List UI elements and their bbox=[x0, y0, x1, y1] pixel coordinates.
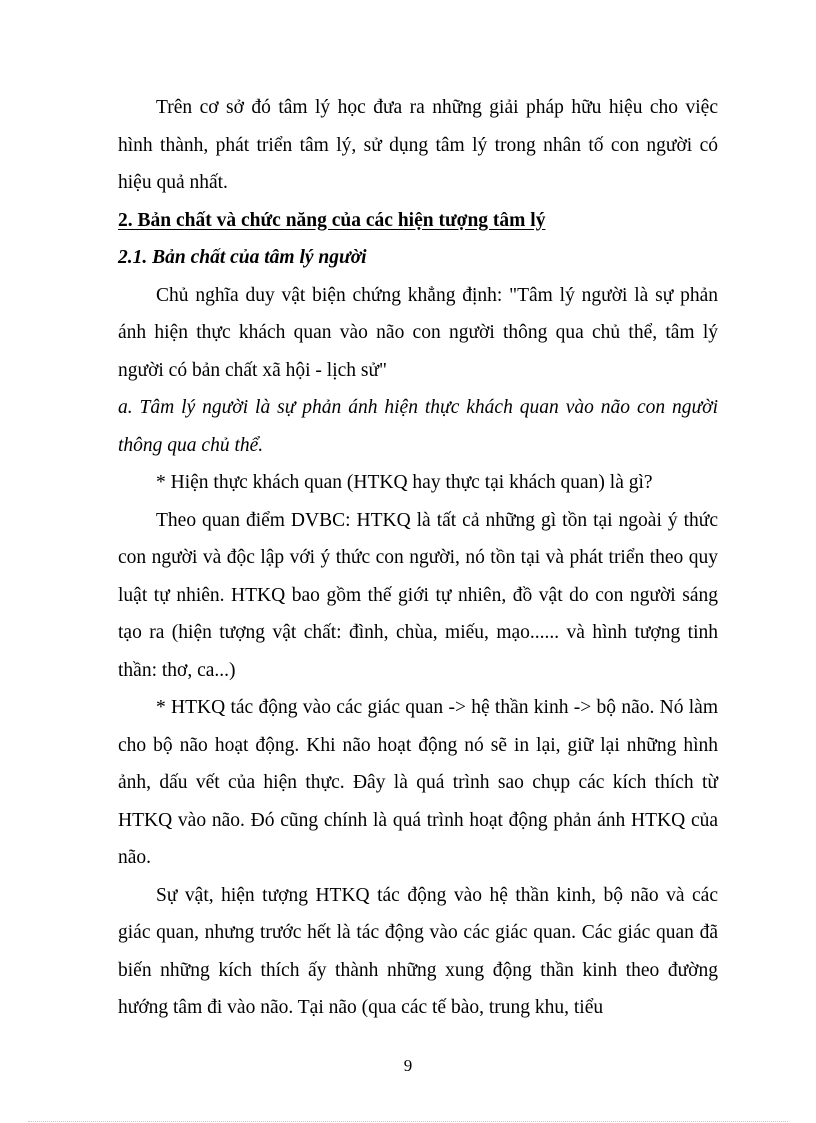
paragraph-solutions: Trên cơ sở đó tâm lý học đưa ra những giải pháp hữu hiệu cho việc hình thành, phát triển tâm lý, sử dụng tâm lý trong nhân tố con người có hiệu quả nhất. bbox=[118, 97, 718, 193]
page-bottom-divider bbox=[28, 1121, 788, 1122]
paragraph-dvbc-viewpoint: Theo quan điểm DVBC: HTKQ là tất cả những gì tồn tại ngoài ý thức con người và độc lập với ý thức con người, nó tồn tại và phát triển theo quy luật tự nhiên. HTKQ bao gồm thế giới tự nhiên, đồ vật do con người sáng tạo ra (hiện tượng vật chất: đình, chùa, miếu, mạo...... và hình tượng tinh thần: thơ, ca...) bbox=[118, 509, 718, 681]
page-number: 9 bbox=[403, 1056, 413, 1075]
paragraph-objective-reality-question: * Hiện thực khách quan (HTKQ hay thực tại khách quan) là gì? bbox=[156, 472, 653, 493]
section-heading-2: 2. Bản chất và chức năng của các hiện tượng tâm lý bbox=[118, 209, 546, 231]
paragraph-senses: Sự vật, hiện tượng HTKQ tác động vào hệ thần kinh, bộ não và các giác quan, nhưng trước hết là tác động vào các giác quan. Các giác quan đã biến những kích thích ấy thành những xung động thần kinh theo đường hướng tâm đi vào não. Tại não (qua các tế bào, trung khu, tiểu bbox=[118, 884, 718, 1018]
paragraph-htkq-process: * HTKQ tác động vào các giác quan -> hệ thần kinh -> bộ não. Nó làm cho bộ não hoạt động. Khi não hoạt động nó sẽ in lại, giữ lại những hình ảnh, dấu vết của hiện thực. Đây là quá trình sao chụp các kích thích từ HTKQ vào não. Đó cũng chính là quá trình hoạt động phản ánh HTKQ của não. bbox=[118, 697, 718, 868]
italic-heading-a: a. Tâm lý người là sự phản ánh hiện thực khách quan vào não con người thông qua chủ thể. bbox=[118, 397, 718, 456]
page-content bbox=[118, 89, 718, 1027]
paragraph-dialectical-materialism: Chủ nghĩa duy vật biện chứng khẳng định: "Tâm lý người là sự phản ánh hiện thực khách quan vào não con người thông qua chủ thể, tâm lý người có bản chất xã hội - lịch sử" bbox=[118, 284, 718, 381]
subsection-heading-2-1: 2.1. Bản chất của tâm lý người bbox=[118, 247, 367, 268]
